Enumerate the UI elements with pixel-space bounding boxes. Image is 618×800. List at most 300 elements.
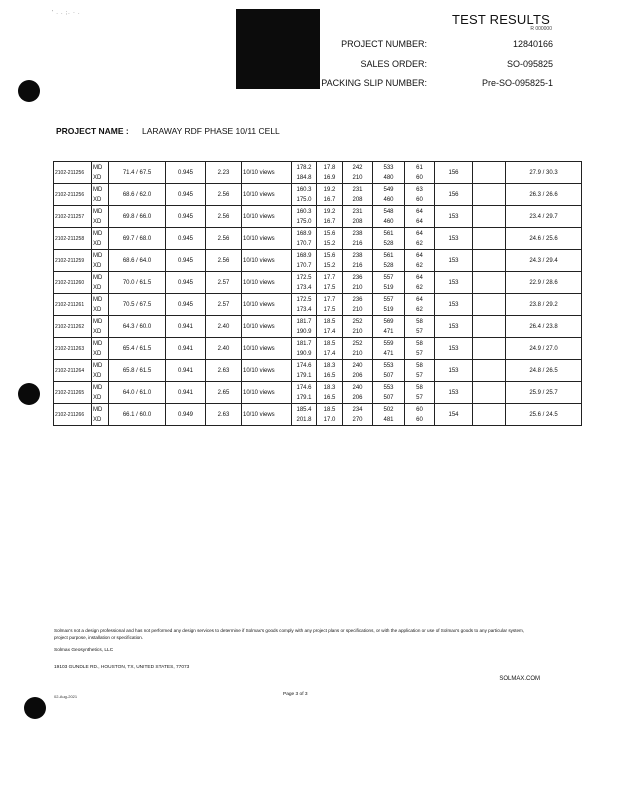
puncture-value: 153 [448,389,459,396]
dispersion-value: 10/10 views [243,279,275,286]
tear-resistance-value: 58 [416,384,423,391]
yield-elongation-cell [317,316,343,338]
break-strength-cell [343,404,373,426]
yield-elongation-cell [317,382,343,404]
tensile-strength-value: 173.4 [296,306,312,313]
dispersion-value: 10/10 views [243,323,275,330]
asperity-cell [506,316,582,338]
break-elongation-cell [373,360,405,382]
break-elongation-value: 460 [383,196,394,203]
tensile-strength-value: 172.5 [296,274,312,281]
asperity-value: 26.3 / 26.6 [529,191,558,198]
density-value: 0.945 [177,279,193,286]
yield-elongation-cell [317,206,343,228]
tear-resistance-cell [405,360,435,382]
lot-number-value: 2102-211261 [55,301,85,308]
carbon-black-cell [206,316,242,338]
table-row [54,162,582,184]
packing-slip-value: Pre-SO-095825-1 [481,78,553,88]
tear-resistance-cell [405,404,435,426]
direction-cell [92,382,109,404]
break-elongation-value: 507 [383,394,394,401]
puncture-value: 153 [448,279,459,286]
break-elongation-cell [373,162,405,184]
tensile-strength-value: 168.9 [296,230,312,237]
carbon-black-value: 2.56 [217,235,230,242]
tear-resistance-cell [405,272,435,294]
thickness-cell [109,338,166,360]
break-strength-cell [343,228,373,250]
break-strength-value: 238 [352,230,363,237]
break-strength-value: 270 [352,416,363,423]
lot-number-cell [54,184,92,206]
tensile-strength-value: 190.9 [296,328,312,335]
break-elongation-cell [373,184,405,206]
yield-elongation-value: 17.4 [323,328,336,335]
tear-resistance-value: 60 [416,406,423,413]
empty-cell [473,316,506,338]
yield-elongation-value: 17.7 [323,274,336,281]
density-cell [166,250,206,272]
puncture-cell [435,382,473,404]
break-strength-cell [343,250,373,272]
break-strength-cell [343,206,373,228]
direction-value: XD [93,328,102,335]
tear-resistance-value: 62 [416,262,423,269]
break-elongation-value: 471 [383,350,394,357]
break-strength-cell [343,272,373,294]
asperity-cell [506,382,582,404]
tensile-strength-value: 184.8 [296,174,312,181]
thickness-value: 66.1 / 60.0 [122,411,152,418]
yield-elongation-value: 17.5 [323,284,336,291]
sales-order-label: SALES ORDER: [360,59,427,69]
direction-cell [92,250,109,272]
thickness-value: 69.8 / 66.0 [122,213,152,220]
direction-value: XD [93,306,102,313]
thickness-cell [109,272,166,294]
tensile-strength-value: 175.0 [296,218,312,225]
yield-elongation-value: 15.2 [323,262,336,269]
lot-number-cell [54,206,92,228]
lot-number-value: 2102-211256 [55,169,85,176]
density-value: 0.945 [177,213,193,220]
carbon-black-cell [206,404,242,426]
thickness-value: 65.8 / 61.5 [122,367,152,374]
direction-value: MD [93,362,103,369]
carbon-black-cell [206,206,242,228]
direction-value: XD [93,284,102,291]
asperity-cell [506,338,582,360]
asperity-value: 24.6 / 25.6 [529,235,558,242]
lot-number-cell [54,162,92,184]
asperity-value: 23.8 / 29.2 [529,301,558,308]
density-cell [166,404,206,426]
thickness-cell [109,294,166,316]
yield-elongation-cell [317,272,343,294]
break-elongation-cell [373,316,405,338]
tensile-strength-value: 190.9 [296,350,312,357]
direction-cell [92,184,109,206]
empty-cell [473,228,506,250]
carbon-black-value: 2.63 [217,367,230,374]
carbon-black-cell [206,162,242,184]
break-strength-cell [343,316,373,338]
asperity-value: 25.6 / 24.5 [529,411,558,418]
table-row [54,404,582,426]
yield-elongation-value: 17.7 [323,296,336,303]
tensile-strength-value: 174.6 [296,362,312,369]
lot-number-cell [54,382,92,404]
density-value: 0.941 [177,367,193,374]
tensile-strength-cell [292,162,317,184]
break-elongation-value: 557 [383,296,394,303]
direction-value: MD [93,164,103,171]
density-value: 0.941 [177,345,193,352]
tensile-strength-value: 175.0 [296,196,312,203]
carbon-black-value: 2.63 [217,411,230,418]
lot-number-value: 2102-211266 [55,411,85,418]
test-results-table [53,161,582,426]
yield-elongation-value: 15.6 [323,230,336,237]
dispersion-value: 10/10 views [243,257,275,264]
carbon-black-value: 2.40 [217,323,230,330]
break-strength-value: 234 [352,406,363,413]
table-row [54,382,582,404]
break-elongation-cell [373,404,405,426]
density-cell [166,162,206,184]
puncture-value: 153 [448,323,459,330]
tensile-strength-cell [292,184,317,206]
break-elongation-value: 480 [383,174,394,181]
thickness-cell [109,162,166,184]
carbon-black-cell [206,184,242,206]
puncture-cell [435,250,473,272]
break-strength-cell [343,294,373,316]
tensile-strength-cell [292,294,317,316]
tear-resistance-value: 58 [416,340,423,347]
puncture-cell [435,360,473,382]
puncture-cell [435,162,473,184]
direction-value: MD [93,208,103,215]
tear-resistance-value: 57 [416,372,423,379]
break-strength-value: 206 [352,394,363,401]
table-row [54,360,582,382]
tear-resistance-cell [405,228,435,250]
puncture-cell [435,272,473,294]
thickness-value: 71.4 / 67.5 [122,169,152,176]
break-elongation-value: 519 [383,306,394,313]
break-strength-cell [343,338,373,360]
document-code: R 000000 [530,26,552,32]
dispersion-cell [242,184,292,206]
tear-resistance-value: 63 [416,186,423,193]
empty-cell [473,184,506,206]
lot-number-cell [54,338,92,360]
dispersion-cell [242,228,292,250]
tensile-strength-value: 185.4 [296,406,312,413]
density-cell [166,338,206,360]
break-strength-value: 210 [352,284,363,291]
puncture-value: 153 [448,257,459,264]
tear-resistance-cell [405,338,435,360]
break-strength-value: 231 [352,208,363,215]
density-value: 0.945 [177,257,193,264]
yield-elongation-cell [317,294,343,316]
direction-value: MD [93,186,103,193]
break-elongation-value: 481 [383,416,394,423]
lot-number-cell [54,360,92,382]
puncture-cell [435,294,473,316]
yield-elongation-value: 18.5 [323,406,336,413]
break-elongation-value: 533 [383,164,394,171]
tear-resistance-value: 64 [416,274,423,281]
hole-punch-bottom [24,697,46,719]
puncture-value: 153 [448,301,459,308]
yield-elongation-value: 19.2 [323,208,336,215]
density-cell [166,206,206,228]
carbon-black-cell [206,360,242,382]
direction-value: MD [93,406,103,413]
asperity-cell [506,184,582,206]
direction-value: MD [93,296,103,303]
break-elongation-value: 519 [383,284,394,291]
carbon-black-cell [206,382,242,404]
break-elongation-cell [373,294,405,316]
project-name-label: PROJECT NAME : [56,126,129,136]
dispersion-cell [242,338,292,360]
puncture-value: 154 [448,411,459,418]
break-strength-value: 252 [352,340,363,347]
asperity-value: 24.9 / 27.0 [529,345,558,352]
lot-number-cell [54,404,92,426]
dispersion-cell [242,382,292,404]
empty-cell [473,360,506,382]
break-elongation-value: 561 [383,252,394,259]
dispersion-cell [242,360,292,382]
tear-resistance-value: 58 [416,362,423,369]
tear-resistance-value: 64 [416,230,423,237]
tear-resistance-value: 62 [416,284,423,291]
carbon-black-value: 2.57 [217,279,230,286]
direction-value: XD [93,394,102,401]
tear-resistance-value: 62 [416,306,423,313]
break-strength-value: 231 [352,186,363,193]
break-elongation-value: 559 [383,340,394,347]
thickness-value: 64.0 / 61.0 [122,389,152,396]
asperity-value: 24.3 / 29.4 [529,257,558,264]
document-title: TEST RESULTS [452,12,550,27]
tear-resistance-value: 60 [416,174,423,181]
direction-value: XD [93,262,102,269]
carbon-black-cell [206,228,242,250]
tear-resistance-cell [405,184,435,206]
carbon-black-value: 2.56 [217,257,230,264]
thickness-cell [109,206,166,228]
sales-order-value: SO-095825 [506,59,553,69]
tear-resistance-value: 57 [416,350,423,357]
density-value: 0.945 [177,235,193,242]
puncture-value: 153 [448,235,459,242]
tensile-strength-value: 173.4 [296,284,312,291]
break-strength-value: 240 [352,362,363,369]
table-row [54,316,582,338]
tensile-strength-cell [292,272,317,294]
table-row [54,206,582,228]
yield-elongation-cell [317,184,343,206]
yield-elongation-value: 17.8 [323,164,336,171]
dispersion-value: 10/10 views [243,213,275,220]
tensile-strength-cell [292,382,317,404]
thickness-cell [109,250,166,272]
tear-resistance-value: 64 [416,218,423,225]
lot-number-value: 2102-211257 [55,213,85,220]
direction-value: XD [93,174,102,181]
break-strength-value: 210 [352,328,363,335]
break-strength-value: 208 [352,218,363,225]
dispersion-value: 10/10 views [243,367,275,374]
thickness-value: 70.5 / 67.5 [122,301,152,308]
dispersion-value: 10/10 views [243,411,275,418]
table-row [54,228,582,250]
dispersion-value: 10/10 views [243,235,275,242]
puncture-value: 156 [448,169,459,176]
empty-cell [473,206,506,228]
packing-slip-label: PACKING SLIP NUMBER: [321,78,427,88]
break-elongation-value: 553 [383,362,394,369]
break-elongation-value: 569 [383,318,394,325]
puncture-value: 153 [448,367,459,374]
project-number-label: PROJECT NUMBER: [341,39,427,49]
thickness-value: 68.6 / 62.0 [122,191,152,198]
tensile-strength-value: 168.9 [296,252,312,259]
direction-cell [92,316,109,338]
lot-number-value: 2102-211265 [55,389,85,396]
company-website: SOLMAX.COM [499,676,540,682]
yield-elongation-value: 16.5 [323,372,336,379]
break-strength-cell [343,184,373,206]
dispersion-cell [242,250,292,272]
yield-elongation-value: 15.2 [323,240,336,247]
lot-number-cell [54,294,92,316]
tear-resistance-cell [405,206,435,228]
yield-elongation-value: 17.0 [323,416,336,423]
tear-resistance-cell [405,250,435,272]
direction-cell [92,162,109,184]
hole-punch-top [18,80,40,102]
lot-number-value: 2102-211262 [55,323,85,330]
tensile-strength-cell [292,404,317,426]
yield-elongation-value: 18.3 [323,384,336,391]
dispersion-value: 10/10 views [243,191,275,198]
puncture-cell [435,228,473,250]
page-number: Page 3 of 3 [283,692,308,697]
table-row [54,338,582,360]
tear-resistance-value: 62 [416,240,423,247]
break-strength-value: 210 [352,174,363,181]
direction-value: MD [93,318,103,325]
direction-cell [92,206,109,228]
print-date: 02-Aug-2021 [54,694,78,699]
break-elongation-cell [373,228,405,250]
project-name-value: LARAWAY RDF PHASE 10/11 CELL [142,126,280,136]
density-cell [166,294,206,316]
yield-elongation-value: 17.4 [323,350,336,357]
empty-cell [473,250,506,272]
density-cell [166,184,206,206]
thickness-cell [109,360,166,382]
lot-number-cell [54,316,92,338]
thickness-value: 70.0 / 61.5 [122,279,152,286]
asperity-cell [506,162,582,184]
disclaimer-text: Solmax's not a design professional and has not performed any design services to determine if Solmax's goods comply with any project plans or specifications, or with the application or use of Solmax's goods to any particular system, project purpose, installation or specification. [54,628,525,640]
puncture-cell [435,338,473,360]
break-elongation-value: 528 [383,262,394,269]
tensile-strength-cell [292,228,317,250]
carbon-black-value: 2.65 [217,389,230,396]
density-cell [166,316,206,338]
thickness-value: 69.7 / 68.0 [122,235,152,242]
break-elongation-value: 553 [383,384,394,391]
puncture-cell [435,184,473,206]
asperity-value: 22.9 / 28.6 [529,279,558,286]
density-value: 0.945 [177,191,193,198]
break-strength-value: 216 [352,262,363,269]
break-elongation-value: 460 [383,218,394,225]
carbon-black-cell [206,294,242,316]
tear-resistance-value: 64 [416,296,423,303]
break-elongation-value: 548 [383,208,394,215]
break-elongation-cell [373,382,405,404]
direction-value: XD [93,416,102,423]
tensile-strength-cell [292,360,317,382]
break-elongation-cell [373,272,405,294]
direction-cell [92,360,109,382]
density-cell [166,228,206,250]
tensile-strength-cell [292,338,317,360]
yield-elongation-value: 19.2 [323,186,336,193]
tensile-strength-value: 174.6 [296,384,312,391]
direction-value: MD [93,230,103,237]
yield-elongation-value: 18.3 [323,362,336,369]
break-elongation-cell [373,206,405,228]
direction-value: XD [93,372,102,379]
break-elongation-value: 561 [383,230,394,237]
empty-cell [473,338,506,360]
redacted-logo [236,9,320,89]
break-strength-value: 210 [352,306,363,313]
thickness-cell [109,316,166,338]
density-value: 0.941 [177,323,193,330]
yield-elongation-value: 17.5 [323,306,336,313]
yield-elongation-cell [317,338,343,360]
thickness-cell [109,404,166,426]
density-cell [166,360,206,382]
lot-number-cell [54,228,92,250]
tear-resistance-value: 60 [416,416,423,423]
direction-value: XD [93,218,102,225]
asperity-cell [506,228,582,250]
asperity-cell [506,404,582,426]
tensile-strength-value: 160.3 [296,208,312,215]
direction-value: MD [93,252,103,259]
carbon-black-cell [206,338,242,360]
break-elongation-value: 557 [383,274,394,281]
direction-value: MD [93,274,103,281]
break-strength-value: 252 [352,318,363,325]
yield-elongation-value: 16.9 [323,174,336,181]
puncture-cell [435,316,473,338]
